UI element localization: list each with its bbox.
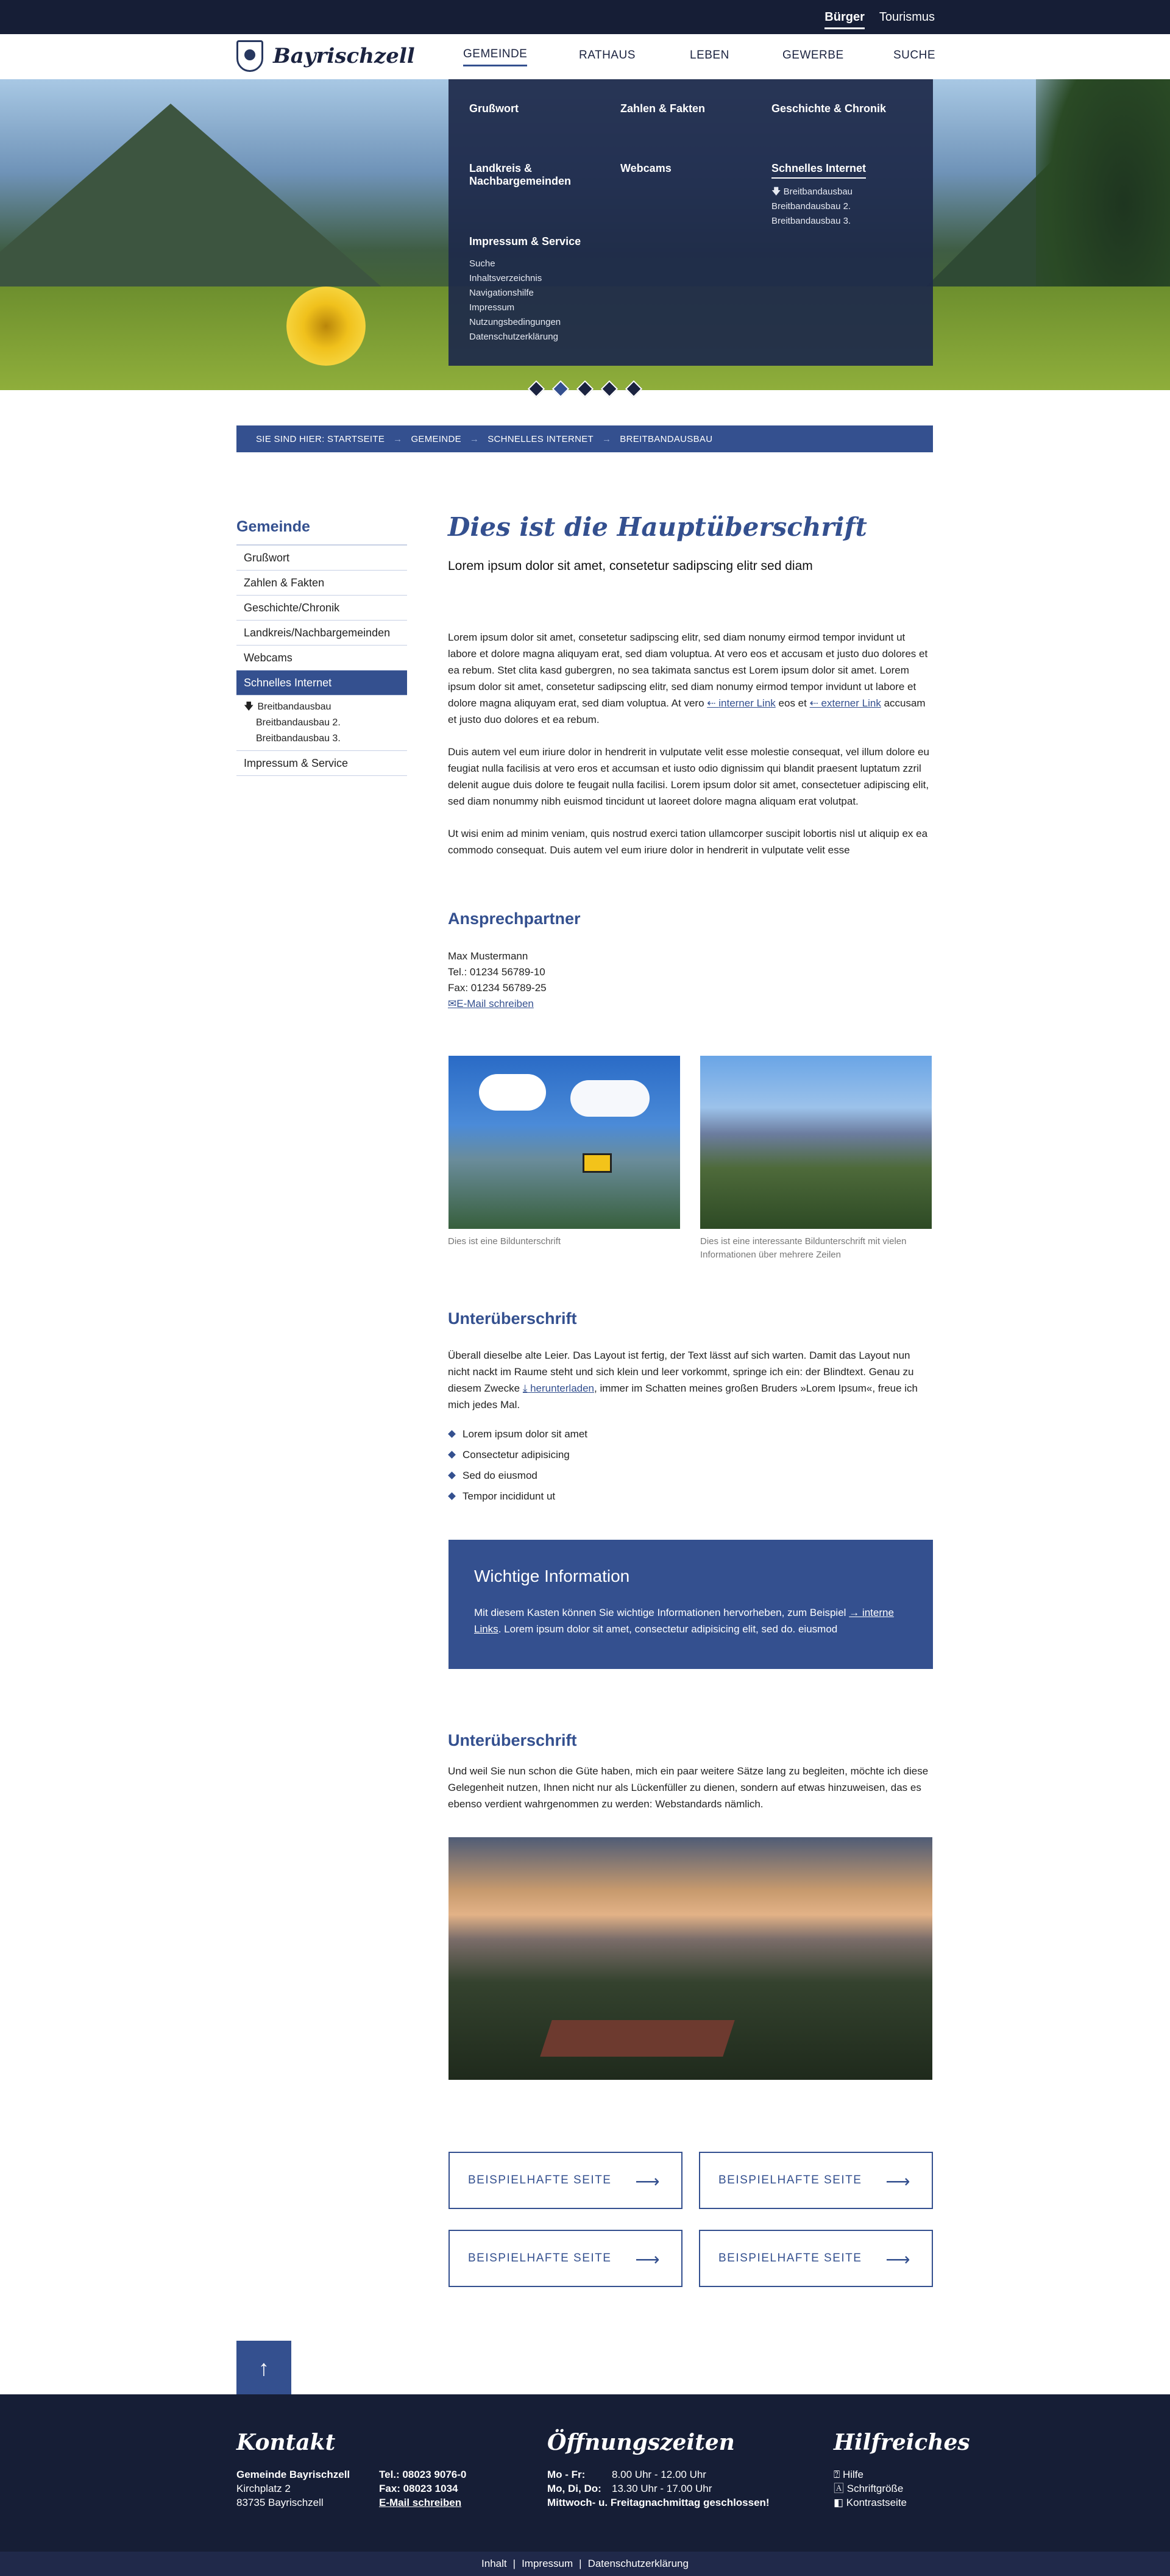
arrow-up-icon: ↑ xyxy=(258,2355,269,2380)
contact-mail-label: E-Mail schreiben xyxy=(456,998,534,1009)
footer-fax-line: Fax: 08023 1034 xyxy=(379,2483,458,2494)
footer-help-label: Schriftgröße xyxy=(846,2483,904,2494)
top-bar xyxy=(0,0,1170,34)
arrow-right-icon: → xyxy=(469,433,480,444)
list-item: Tempor incididunt ut xyxy=(448,1486,587,1507)
internal-link-label: interner Link xyxy=(718,697,776,709)
arrow-down-icon: 🡇 xyxy=(771,187,784,197)
footer-help-link[interactable] xyxy=(834,2496,907,2510)
audience-link-tourismus[interactable]: Tourismus xyxy=(879,10,935,24)
arrow-right-icon: ⟶ xyxy=(635,2250,661,2269)
button-label: BEISPIELHAFTE SEITE xyxy=(718,2174,862,2186)
separator: | xyxy=(579,2558,582,2569)
footer-hours-values xyxy=(612,2467,712,2496)
contact-name: Max Mustermann xyxy=(448,950,528,962)
mega-internet-link[interactable]: Breitbandausbau 3. xyxy=(771,216,851,226)
mega-internet-link[interactable]: Breitbandausbau 2. xyxy=(771,201,851,212)
slider-dot-active[interactable] xyxy=(552,380,569,397)
example-page-button[interactable] xyxy=(699,2152,933,2209)
mega-col-3b xyxy=(771,162,866,229)
paragraph xyxy=(448,629,932,728)
download-link[interactable] xyxy=(523,1382,594,1394)
mega-col-2b xyxy=(620,162,672,175)
footer-link-datenschutz[interactable]: Datenschutzerklärung xyxy=(587,2558,689,2569)
breadcrumb-item[interactable]: SIE SIND HIER: STARTSEITE xyxy=(256,433,385,444)
hours-value: 8.00 Uhr - 12.00 Uhr xyxy=(612,2469,706,2480)
audience-switch xyxy=(824,0,935,34)
example-page-button[interactable] xyxy=(448,2230,682,2287)
paragraph-text: accusam et justo duo dolores et ea rebum. xyxy=(448,697,926,725)
mail-icon: ✉ xyxy=(448,998,457,1009)
mountain-shape xyxy=(0,104,402,305)
list-item: Consectetur adipisicing xyxy=(448,1445,587,1465)
slider-dots xyxy=(530,383,640,395)
footer-help-title: Hilfreiches xyxy=(834,2430,970,2455)
nav-gemeinde[interactable]: GEMEINDE xyxy=(463,48,527,66)
mega-col-1b xyxy=(469,162,591,188)
footer-link-impressum[interactable]: Impressum xyxy=(522,2558,573,2569)
footer-help-link[interactable] xyxy=(834,2482,907,2496)
font-size-icon: 🄰 xyxy=(834,2483,847,2494)
house-roof-shape xyxy=(540,2020,734,2057)
gallery-image-valley[interactable] xyxy=(700,1056,932,1229)
breadcrumb xyxy=(236,425,933,452)
breadcrumb-current: BREITBANDAUSBAU xyxy=(620,433,713,444)
slider-dot[interactable] xyxy=(528,380,545,397)
download-link-label: herunterladen xyxy=(530,1382,595,1394)
mega-link-impressum[interactable]: Impressum & Service xyxy=(469,235,581,247)
mega-service-link[interactable]: Nutzungsbedingungen xyxy=(469,317,561,327)
example-page-button[interactable] xyxy=(448,2152,682,2209)
sidebar-title[interactable]: Gemeinde xyxy=(236,518,407,546)
footer-phone xyxy=(379,2467,466,2510)
sidebar xyxy=(236,518,407,776)
mega-col-2 xyxy=(620,102,705,115)
sidebar-item-grusswort[interactable]: Grußwort xyxy=(236,546,407,571)
landscape-image[interactable] xyxy=(448,1837,932,2080)
external-link-label: externer Link xyxy=(821,697,881,709)
sub1-text xyxy=(448,1347,932,1413)
footer-help-label: Hilfe xyxy=(842,2469,863,2480)
breadcrumb-item[interactable]: SCHNELLES INTERNET xyxy=(488,433,594,444)
slider-dot[interactable] xyxy=(576,380,594,397)
list-item: Sed do eiusmod xyxy=(448,1465,587,1486)
lead-text: Lorem ipsum dolor sit amet, consetetur sadipscing elitr sed diam xyxy=(448,559,813,573)
contrast-icon: ◧ xyxy=(834,2497,846,2508)
nav-rathaus[interactable]: RATHAUS xyxy=(579,49,636,62)
nav-leben[interactable]: LEBEN xyxy=(690,49,729,62)
arrow-right-icon: ⟶ xyxy=(885,2250,911,2269)
subheading: Unterüberschrift xyxy=(448,1309,577,1328)
contact-mail-link[interactable] xyxy=(448,996,547,1012)
footer-link-inhalt[interactable]: Inhalt xyxy=(481,2558,507,2569)
sidebar-item-landkreis[interactable]: Landkreis/Nachbargemeinden xyxy=(236,621,407,646)
internal-link[interactable]: → interne Links xyxy=(474,1607,894,1635)
mega-service-link[interactable]: Navigationshilfe xyxy=(469,288,534,298)
arrow-right-icon: → xyxy=(601,433,612,444)
arrow-right-icon: ⟶ xyxy=(635,2172,661,2191)
footer-hours-labels xyxy=(547,2467,601,2496)
hours-label: Mo - Fr: xyxy=(547,2469,586,2480)
mega-col-1 xyxy=(469,102,519,115)
paragraph-text: , immer im Schatten meines großen Bruders »Lorem Ipsum«, freue ich mich jedes Mal. xyxy=(448,1382,918,1411)
paragraph-text: Lorem ipsum dolor sit amet, consetetur sadipscing elitr, sed diam nonumy eirmod tempor invidunt ut labore et dolore magna aliquyam erat, sed diam voluptua. At vero eos et accusam et justo duo dolores et ea rebum. Stet clita kasd gubergren, no sea takimata sanctus est Lorem ipsum dolor sit amet. Lorem ipsum dolor sit amet, consetetur sadipscing elitr, sed diam nonumy eirmod tempor invidunt ut labore et dolore magna aliquyam erat, sed diam voluptua. At vero xyxy=(448,632,928,709)
breadcrumb-item[interactable]: GEMEINDE xyxy=(411,433,461,444)
image-caption: Dies ist eine interessante Bildunterschrift mit vielen Informationen über mehrere Zeilen xyxy=(700,1236,907,1260)
audience-link-buerger[interactable]: Bürger xyxy=(824,5,865,29)
page-title: Dies ist die Hauptüberschrift xyxy=(448,512,867,542)
mega-link-internet[interactable]: Schnelles Internet xyxy=(771,162,866,179)
gallery-image-cable-car[interactable] xyxy=(448,1056,680,1229)
example-page-button[interactable] xyxy=(699,2230,933,2287)
subheading: Unterüberschrift xyxy=(448,1731,577,1749)
info-box-title: Wichtige Information xyxy=(474,1567,630,1585)
info-text: . Lorem ipsum dolor sit amet, consectetur adipisicing elit, sed do. eiusmod xyxy=(498,1623,838,1635)
sidebar-subitem[interactable]: Breitbandausbau 2. xyxy=(256,717,341,728)
external-link[interactable]: ⇠ externer Link xyxy=(809,697,881,709)
button-label: BEISPIELHAFTE SEITE xyxy=(468,2174,612,2186)
paragraph: Und weil Sie nun schon die Güte haben, mich ein paar weitere Sätze lang zu begleiten, möchte ich diese Gelegenheit nutzen, Ihnen nicht nur als Lückenfüller zu dienen, sondern auf etwas hinzuweisen, das es ebenso verdient wahrgenommen zu werden: Webstandards nämlich. xyxy=(448,1765,929,1810)
mega-link-geschichte[interactable]: Geschichte & Chronik xyxy=(771,102,887,115)
cloud-shape xyxy=(570,1080,650,1117)
paragraph: Duis autem vel eum iriure dolor in hendrerit in vulputate velit esse molestie consequat, vel illum dolore eu feugiat nulla facilisis at vero eros et accumsan et iusto odio dignissim qui blandit praesent luptatum zzril delenit augue duis dolore te feugait nulla facilisi. Lorem ipsum dolor sit amet, consectetuer adipiscing elit, sed diam nonummy nibh euismod tincidunt ut laoreet dolore magna aliquam erat volutpat. xyxy=(448,746,929,807)
site-name: Bayrischzell xyxy=(273,44,415,68)
contact-fax: Fax: 01234 56789-25 xyxy=(448,982,547,994)
mega-service-link[interactable]: Suche xyxy=(469,258,495,269)
footer-help-link[interactable] xyxy=(834,2467,907,2482)
sidebar-item-internet[interactable]: Schnelles Internet xyxy=(236,671,407,696)
list-item: Lorem ipsum dolor sit amet xyxy=(448,1424,587,1445)
info-text: Mit diesem Kasten können Sie wichtige Informationen hervorheben, zum Beispiel xyxy=(474,1607,846,1618)
body-text xyxy=(448,629,932,858)
mega-internet-link-label: Breitbandausbau xyxy=(783,187,853,197)
site-header xyxy=(0,34,1170,79)
footer-address-line: Kirchplatz 2 xyxy=(236,2483,291,2494)
paragraph xyxy=(448,1347,932,1413)
nav-gewerbe[interactable]: GEWERBE xyxy=(782,49,844,62)
info-box-text xyxy=(474,1604,913,1637)
mega-link-zahlen[interactable]: Zahlen & Fakten xyxy=(620,102,706,115)
mega-service-link[interactable]: Impressum xyxy=(469,302,515,313)
footer-mail-link[interactable]: E-Mail schreiben xyxy=(379,2497,462,2508)
image-caption: Dies ist eine Bildunterschrift xyxy=(448,1236,561,1247)
mega-link-landkreis[interactable]: Landkreis & Nachbargemeinden xyxy=(469,162,572,187)
contact-phone: Tel.: 01234 56789-10 xyxy=(448,966,545,978)
help-icon: ⍰ xyxy=(834,2469,843,2480)
sidebar-subitem[interactable]: Breitbandausbau 3. xyxy=(256,733,341,744)
footer-address xyxy=(236,2467,350,2510)
sidebar-subitem-current[interactable]: 🡇 Breitbandausbau xyxy=(244,699,407,715)
mega-service-link[interactable]: Inhaltsverzeichnis xyxy=(469,273,542,283)
contact-heading: Ansprechpartner xyxy=(448,909,581,928)
button-label: BEISPIELHAFTE SEITE xyxy=(718,2252,862,2265)
mega-service-link[interactable]: Datenschutzerklärung xyxy=(469,332,558,342)
bullet-list xyxy=(448,1424,587,1507)
hours-value: 13.30 Uhr - 17.00 Uhr xyxy=(612,2483,712,2494)
paragraph-text: Überall dieselbe alte Leier. Das Layout ist fertig, der Text lässt auf sich warten. Damit das Layout nun nicht nackt im Raume steht und sich klein und leer vorkommt, springe ich ein: der Blindtext. Genau zu diesem Zwecke xyxy=(448,1350,914,1394)
download-icon: ⤓ xyxy=(522,1382,531,1394)
footer-address-line: 83735 Bayrischzell xyxy=(236,2497,324,2508)
footer-help-links xyxy=(834,2467,907,2510)
contact-block xyxy=(448,948,547,1012)
site-logo[interactable] xyxy=(236,40,415,72)
slider-dot[interactable] xyxy=(601,380,618,397)
mega-link-webcams[interactable]: Webcams xyxy=(620,162,672,174)
paragraph-text: eos et xyxy=(778,697,807,709)
back-to-top-button[interactable] xyxy=(236,2341,291,2396)
cloud-shape xyxy=(479,1074,546,1111)
mega-link-grusswort[interactable]: Grußwort xyxy=(469,102,519,115)
sidebar-item-webcams[interactable]: Webcams xyxy=(236,646,407,671)
sub2-text xyxy=(448,1763,932,1812)
footer-bottom-bar xyxy=(0,2552,1170,2576)
paragraph: Ut wisi enim ad minim veniam, quis nostrud exerci tation ullamcorper suscipit lobortis nisl ut aliquip ex ea commodo consequat. Duis autem vel eum iriure dolor in hendrerit in vulputate velit esse xyxy=(448,828,928,856)
arrow-right-icon: ⟶ xyxy=(885,2172,911,2191)
mega-col-1c xyxy=(469,235,581,344)
arrow-right-icon: → xyxy=(393,433,403,444)
internal-link[interactable]: ⇠ interner Link xyxy=(707,697,776,709)
footer-address-line: Gemeinde Bayrischzell xyxy=(236,2469,350,2480)
sidebar-item-zahlen[interactable]: Zahlen & Fakten xyxy=(236,571,407,596)
gondola-shape xyxy=(583,1153,612,1173)
nav-suche[interactable]: SUCHE xyxy=(893,49,936,62)
hours-note: Mittwoch- u. Freitagnachmittag geschlossen! xyxy=(547,2497,770,2508)
site-footer xyxy=(0,2394,1170,2576)
footer-hours-title: Öffnungszeiten xyxy=(547,2430,735,2455)
flower-shape xyxy=(286,286,366,366)
slider-dot[interactable] xyxy=(625,380,642,397)
crest-icon xyxy=(236,40,263,72)
footer-kontakt-title: Kontakt xyxy=(236,2430,336,2455)
button-label: BEISPIELHAFTE SEITE xyxy=(468,2252,612,2265)
sidebar-subitems xyxy=(236,696,407,751)
footer-phone-line: Tel.: 08023 9076-0 xyxy=(379,2469,467,2480)
sidebar-item-impressum[interactable]: Impressum & Service xyxy=(236,751,407,776)
info-box xyxy=(448,1540,933,1669)
mega-col-3 xyxy=(771,102,886,115)
mega-internet-link-current[interactable] xyxy=(771,185,866,199)
footer-help-label: Kontrastseite xyxy=(846,2497,907,2508)
mega-menu xyxy=(448,79,933,366)
internal-link-label: interne Links xyxy=(474,1607,894,1635)
hours-label: Mo, Di, Do: xyxy=(547,2483,601,2494)
sidebar-item-geschichte[interactable]: Geschichte/Chronik xyxy=(236,596,407,621)
separator: | xyxy=(512,2558,516,2569)
